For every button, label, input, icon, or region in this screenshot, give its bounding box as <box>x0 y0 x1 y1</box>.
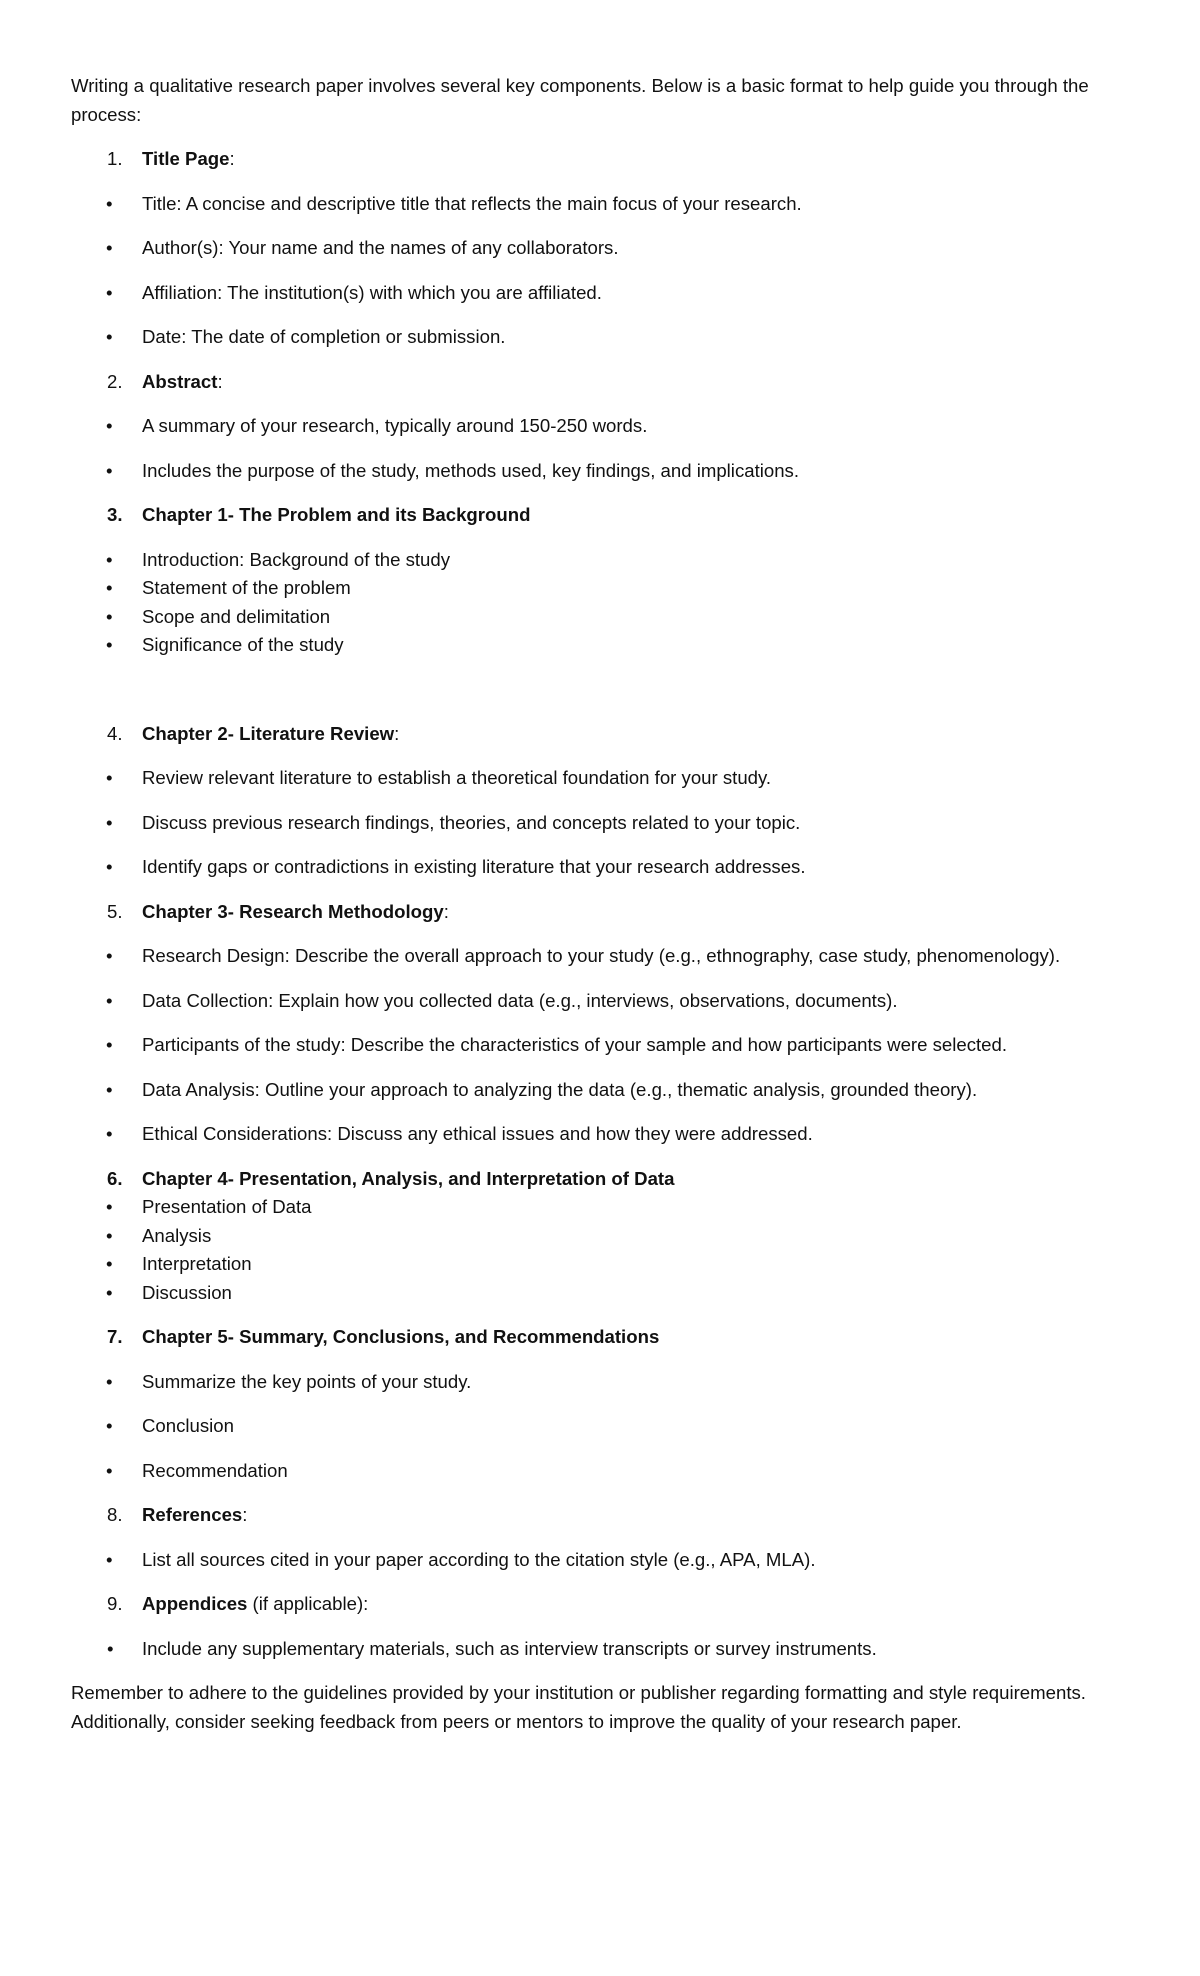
bullet-list-references <box>71 1546 1131 1575</box>
item-heading <box>142 1165 1131 1194</box>
item-title: Chapter 3- Research Methodology <box>142 900 444 922</box>
numbered-list <box>71 145 1131 1619</box>
item-heading <box>142 368 1131 397</box>
bullet-item: • A summary of your research, typically around 150-250 words. <box>71 412 1131 441</box>
item-suffix: (if applicable): <box>247 1593 369 1614</box>
item-number: 7. <box>107 1326 123 1347</box>
list-item-title-page <box>71 145 1131 174</box>
bullet-list-title-page <box>71 190 1131 352</box>
bullet-item: • Discuss previous research findings, theories, and concepts related to your topic. <box>71 809 1131 838</box>
item-title: Title Page <box>142 148 230 169</box>
appendix-bullet: • Include any supplementary materials, such as interview transcripts or survey instruments. <box>71 1635 1131 1664</box>
item-number: 6. <box>107 1167 123 1189</box>
bullet-list-chapter-2 <box>71 764 1131 882</box>
item-title: Abstract <box>142 370 218 392</box>
bullet-list-chapter-4 <box>71 1193 1131 1307</box>
closing-paragraph: Remember to adhere to the guidelines provided by your institution or publisher regarding formatting and style requirements. Additionally, consider seeking feedback from peers or mentors to improve the quality of your research paper. <box>71 1682 1086 1732</box>
item-suffix: : <box>242 1504 248 1525</box>
list-item-chapter-1 <box>71 501 1131 530</box>
bullet-item: • Title: A concise and descriptive title that reflects the main focus of your research. <box>71 190 1131 219</box>
bullet-list-abstract <box>71 412 1131 485</box>
item-number: 4. <box>107 722 123 744</box>
bullet-list-chapter-1 <box>71 546 1131 660</box>
item-heading <box>142 720 1131 749</box>
item-heading <box>142 1590 1131 1619</box>
bullet-list-chapter-5 <box>71 1368 1131 1486</box>
list-item-references <box>71 1501 1131 1530</box>
item-suffix: : <box>443 900 449 922</box>
bullet-item: • Recommendation <box>71 1457 1131 1486</box>
bullet-item: • Data Collection: Explain how you collected data (e.g., interviews, observations, documents). <box>71 987 1131 1016</box>
item-title: Appendices <box>142 1593 248 1614</box>
list-item-chapter-2 <box>71 720 1131 749</box>
item-title: References <box>142 1504 243 1525</box>
item-number: 3. <box>107 504 123 525</box>
item-title: Chapter 4- Presentation, Analysis, and Interpretation of Data <box>142 1167 675 1189</box>
list-item-chapter-5 <box>71 1323 1131 1352</box>
item-number: 2. <box>107 370 123 392</box>
item-number: 8. <box>107 1504 123 1525</box>
item-heading <box>142 145 1131 174</box>
bullet-item: • Ethical Considerations: Discuss any ethical issues and how they were addressed. <box>71 1120 1131 1149</box>
bullet-item: • Interpretation <box>71 1250 1131 1279</box>
item-heading <box>142 501 1131 530</box>
item-suffix: : <box>217 370 223 392</box>
list-item-appendices <box>71 1590 1131 1619</box>
bullet-item: • Participants of the study: Describe the characteristics of your sample and how participants were selected. <box>71 1031 1131 1060</box>
bullet-item: • Affiliation: The institution(s) with which you are affiliated. <box>71 279 1131 308</box>
bullet-item: • Summarize the key points of your study. <box>71 1368 1131 1397</box>
bullet-item: • Research Design: Describe the overall approach to your study (e.g., ethnography, case study, phenomenology). <box>71 942 1131 971</box>
bullet-item: • Significance of the study <box>71 631 1131 660</box>
bullet-item: • Statement of the problem <box>71 574 1131 603</box>
bullet-item: • Presentation of Data <box>71 1193 1131 1222</box>
item-number: 1. <box>107 148 123 169</box>
bullet-item: • List all sources cited in your paper according to the citation style (e.g., APA, MLA). <box>71 1546 1131 1575</box>
item-number: 5. <box>107 900 123 922</box>
item-title: Chapter 5- Summary, Conclusions, and Recommendations <box>142 1326 660 1347</box>
bullet-list-chapter-3 <box>71 942 1131 1149</box>
list-item-abstract <box>71 368 1131 397</box>
bullet-item: • Discussion <box>71 1279 1131 1308</box>
bullet-item: • Introduction: Background of the study <box>71 546 1131 575</box>
list-item-chapter-4 <box>71 1165 1131 1194</box>
item-heading <box>142 1501 1131 1530</box>
item-title: Chapter 1- The Problem and its Background <box>142 504 531 525</box>
bullet-item: • Analysis <box>71 1222 1131 1251</box>
item-suffix: : <box>394 722 400 744</box>
item-title: Chapter 2- Literature Review <box>142 722 395 744</box>
item-heading <box>142 1323 1131 1352</box>
bullet-item: • Review relevant literature to establish a theoretical foundation for your study. <box>71 764 1131 793</box>
bullet-item: • Scope and delimitation <box>71 603 1131 632</box>
bullet-item: • Includes the purpose of the study, methods used, key findings, and implications. <box>71 457 1131 486</box>
item-heading <box>142 898 1131 927</box>
list-item-chapter-3 <box>71 898 1131 927</box>
document-body <box>71 72 1131 1755</box>
bullet-item: • Conclusion <box>71 1412 1131 1441</box>
bullet-item: • Data Analysis: Outline your approach to analyzing the data (e.g., thematic analysis, grounded theory). <box>71 1076 1131 1105</box>
bullet-item: • Author(s): Your name and the names of any collaborators. <box>71 234 1131 263</box>
intro-paragraph: Writing a qualitative research paper involves several key components. Below is a basic format to help guide you through the process: <box>71 75 1089 125</box>
bullet-item: • Identify gaps or contradictions in existing literature that your research addresses. <box>71 853 1131 882</box>
item-number: 9. <box>107 1593 123 1614</box>
item-suffix: : <box>229 148 235 169</box>
bullet-item: • Date: The date of completion or submission. <box>71 323 1131 352</box>
